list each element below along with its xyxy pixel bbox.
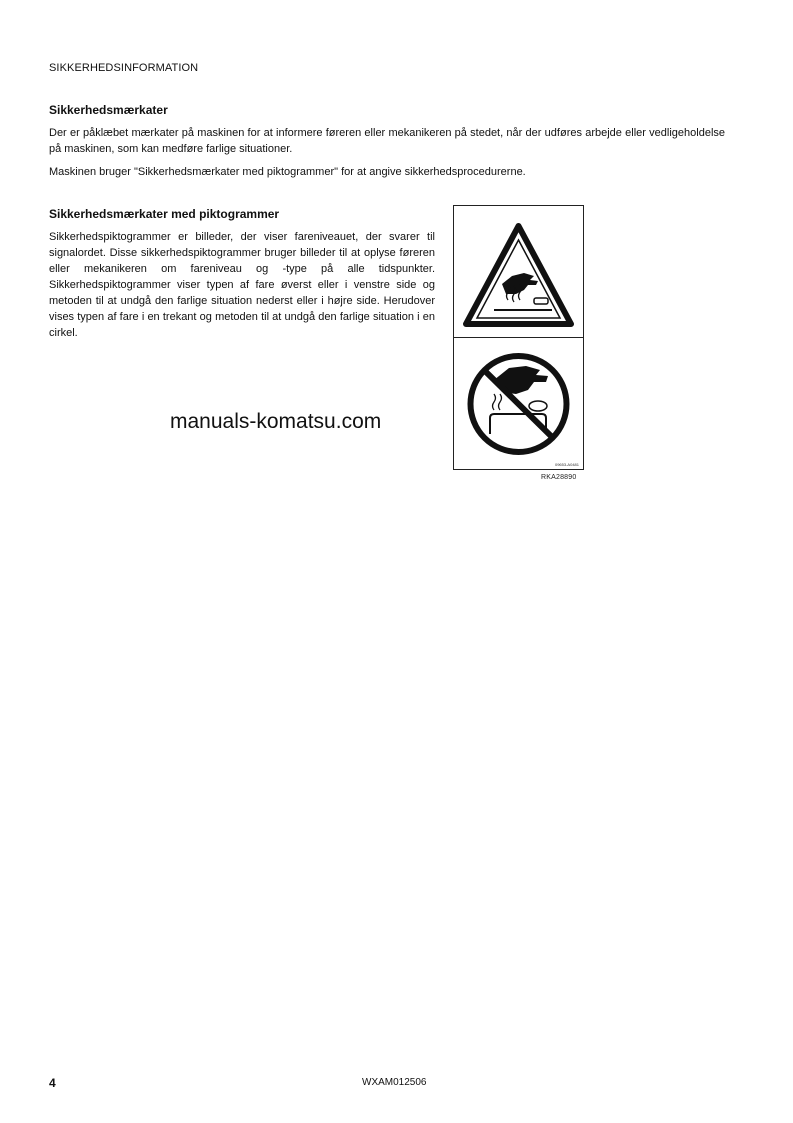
- figure-label: RKA28890: [541, 474, 577, 481]
- watermark: manuals-komatsu.com: [170, 410, 382, 433]
- page-number: 4: [49, 1076, 56, 1090]
- safety-pictogram-label: [453, 205, 584, 470]
- paragraph-pictograms: Sikkerhedspiktogrammer er billeder, der viser fareniveauet, der svarer til signalordet. Disse sikkerhedspiktogrammer bruger billeder til at oplyse føreren eller mekanikeren om fareniveau og -type på alle tidspunkter. Sikkerhedspiktogrammer viser typen af fare øverst eller i venstre side og metoden til at undgå den farlige situation nederst eller i højre side. Herudover vises typen af fare i en trekant og metoden til at undgå den farlige situation i en cirkel.: [49, 231, 435, 339]
- hazard-triangle-icon: [454, 206, 583, 337]
- sign-part-code: 09653-A0481: [554, 462, 579, 467]
- paragraph-labels-intro: Der er påklæbet mærkater på maskinen for at informere føreren eller mekanikeren på stedet, når der udføres arbejde eller vedligeholdelse på maskinen, som kan medføre farlige situationer.: [49, 127, 725, 155]
- heading-pictogram-labels: Sikkerhedsmærkater med piktogrammer: [49, 207, 280, 221]
- section-header: SIKKERHEDSINFORMATION: [49, 62, 199, 74]
- document-code: WXAM012506: [362, 1077, 427, 1088]
- prohibition-circle-icon: [454, 338, 583, 470]
- paragraph-labels-usage: Maskinen bruger "Sikkerhedsmærkater med piktogrammer" for at angive sikkerhedsprocedurerne.: [49, 166, 526, 178]
- heading-safety-labels: Sikkerhedsmærkater: [49, 103, 168, 117]
